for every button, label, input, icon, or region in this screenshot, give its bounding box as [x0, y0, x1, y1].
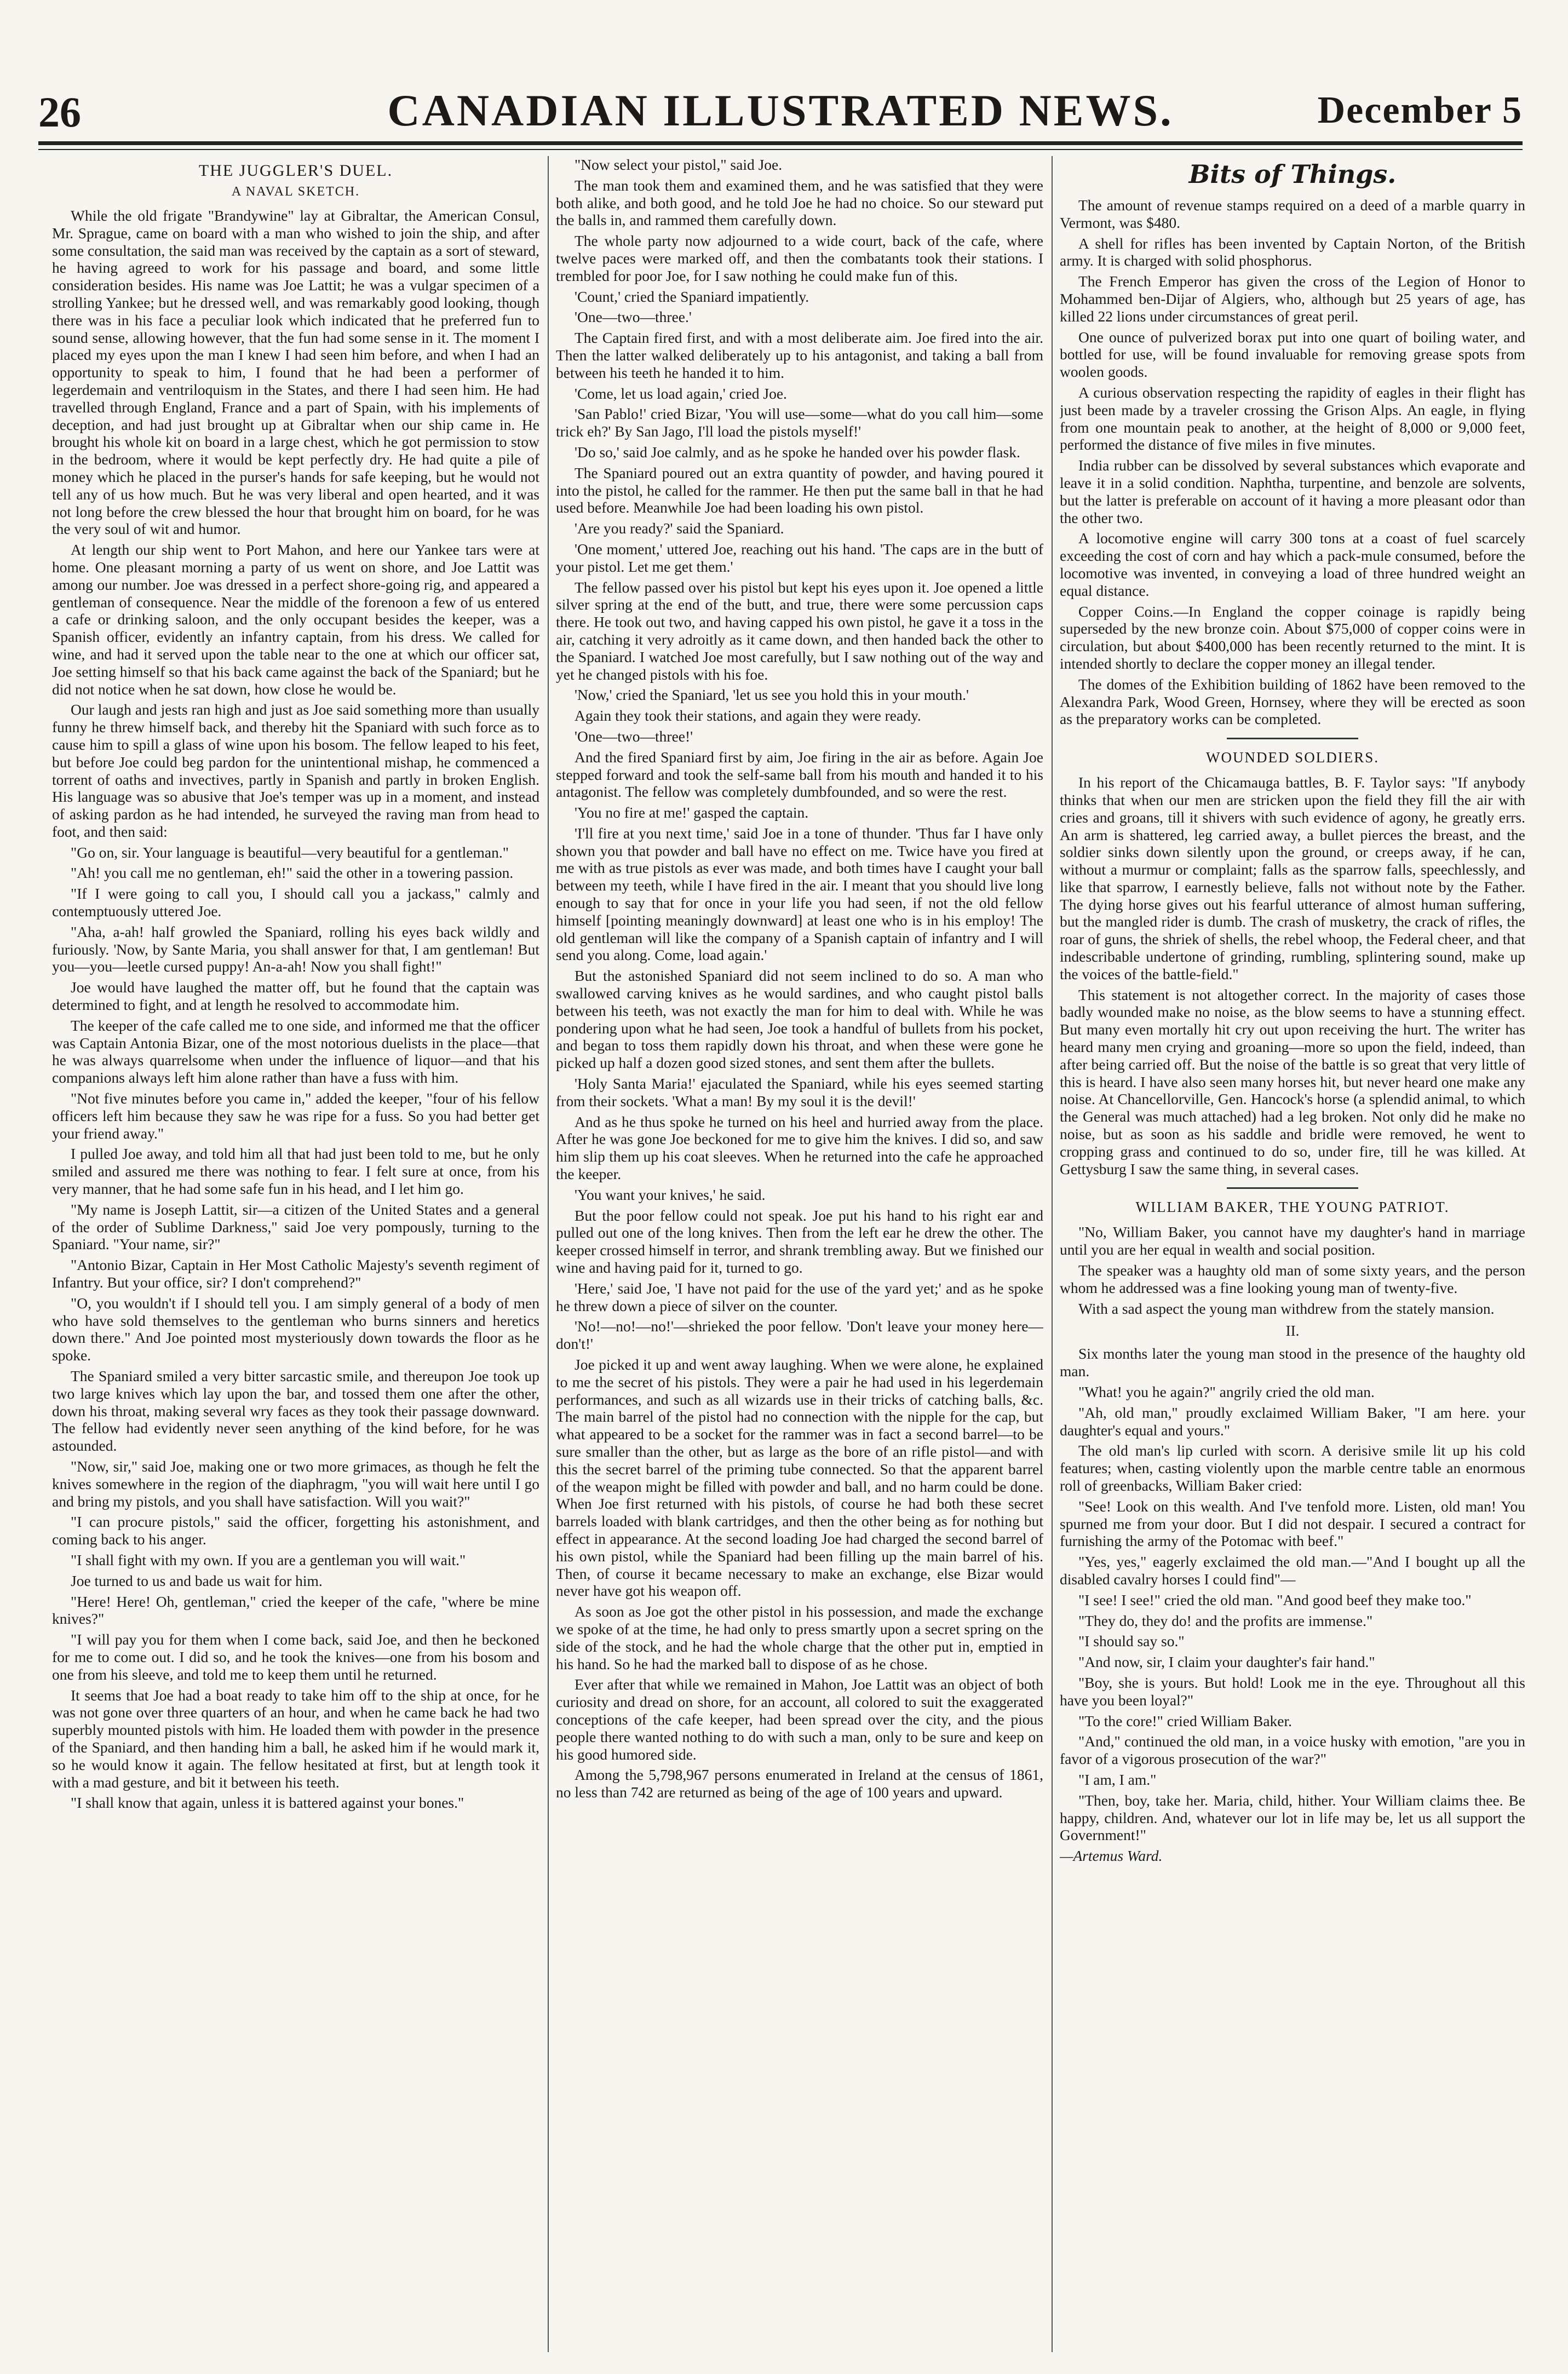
paragraph: 'One—two—three.': [575, 308, 692, 326]
paragraph: "Go on, sir. Your language is beautiful—very beautiful for a gentleman.": [71, 843, 509, 861]
paragraph: 'One—two—three!': [575, 727, 693, 745]
paragraph: "Then, boy, take her. Maria, child, hither. Your William claims thee. Be happy, children. And, whatever our lot in life may be, let us all support the Government!": [1060, 1791, 1525, 1844]
baker-part-1: [1060, 1223, 1525, 1317]
paragraph: Joe turned to us and bade us wait for him.: [71, 1572, 323, 1589]
paragraph: The Captain fired first, and with a most deliberate aim. Joe fired into the air. Then the latter walked deliberately up to his antagonist, and taking a ball from between his teeth he handed it to him.: [556, 329, 1043, 381]
paragraph: "Antonio Bizar, Captain in Her Most Catholic Majesty's seventh regiment of Infantry. But your office, sir? I don't comprehend?": [52, 1256, 539, 1291]
paragraph: The speaker was a haughty old man of some sixty years, and the person whom he addressed was a fine looking young man of twenty-five.: [1060, 1262, 1525, 1296]
paragraph: 'Count,' cried the Spaniard impatiently.: [575, 288, 809, 305]
paragraph: "Now select your pistol," said Joe.: [575, 156, 783, 173]
paragraph: Ever after that while we remained in Mahon, Joe Lattit was an object of both curiosity and dread on shore, for an account, all colored to suit the exaggerated conceptions of the cafe keeper, had been spread over the city, and the pious people there wanted nothing to do with such a man, only to be sure and keep on his good humored side.: [556, 1676, 1043, 1763]
column-divider-1: [548, 156, 549, 2352]
section-title-baker: WILLIAM BAKER, THE YOUNG PATRIOT.: [1135, 1199, 1450, 1216]
paragraph: As soon as Joe got the other pistol in his possession, and made the exchange we spoke of at the time, he had only to press smartly upon a secret spring on the side of the stock, and he had the whole charge that the other put in, emptied in his hand. So he had the marked ball to dispose of as he chose.: [556, 1603, 1043, 1672]
paragraph: But the astonished Spaniard did not seem inclined to do so. A man who swallowed carving knives as he would sardines, and who caught pistol balls between his teeth, was not exactly the man for him to deal with. While he was pondering upon what he had seen, Joe took a handful of bullets from his pocket, and began to toss them rapidly down his throat, and when these were gone he picked up half a dozen good sized stones, and sent them after the bullets.: [556, 967, 1043, 1072]
paragraph: "I am, I am.": [1078, 1771, 1157, 1788]
paragraph: "I can procure pistols," said the officer, forgetting his astonishment, and coming back to his anger.: [52, 1513, 539, 1548]
paragraph: "If I were going to call you, I should call you a jackass," calmly and contemptuously uttered Joe.: [52, 885, 539, 920]
paragraph: The Spaniard smiled a very bitter sarcastic smile, and thereupon Joe took up two large knives which lay upon the bar, and tossed them one after the other, down his throat, making several wry faces as they took their passage downward. The fellow had evidently never seen anything of the kind before, for he was astounded.: [52, 1367, 539, 1455]
paragraph: A shell for rifles has been invented by Captain Norton, of the British army. It is charged with solid phosphorus.: [1060, 234, 1525, 269]
paragraph: One ounce of pulverized borax put into one quart of boiling water, and bottled for use, will be found invaluable for removing grease spots from woolen goods.: [1060, 328, 1525, 381]
paragraph: With a sad aspect the young man withdrew from the stately mansion.: [1078, 1300, 1495, 1317]
paragraph: "No, William Baker, you cannot have my daughter's hand in marriage until you are her equal in wealth and social position.: [1060, 1223, 1525, 1258]
paragraph: "My name is Joseph Lattit, sir—a citizen of the United States and a general of the order of Sublime Darkness," said Joe very pompously, turning to the Spaniard. "Your name, sir?": [52, 1200, 539, 1253]
paragraph: Joe picked it up and went away laughing. When we were alone, he explained to me the secret of his pistols. They were a pair he had used in his legerdemain performances, and such as all wizards use in their tricks of catching balls, &c. The main barrel of the pistol had no connection with the nipple for the cap, but what appeared to be a socket for the rammer was in fact a second barrel—to be sure smaller than the other, but as large as the bore of an rifle pistol—and with this the secret barrel of the priming tube connected. So that the apparent barrel of the weapon might be filled with powder and ball, and no harm could be done. When Joe first returned with his pistols, of course he had both these secret barrels loaded with blank cartridges, and then the other being as for nothing but effect in appearance. At the second loading Joe had charged the second barrel of his own pistol, while the Spaniard had been filling up the main barrel of his. Then, of course it became necessary to make an exchange, else Bizar would never have got his weapon off.: [556, 1356, 1043, 1600]
part-numeral: II.: [1285, 1323, 1300, 1340]
paragraph: 'San Pablo!' cried Bizar, 'You will use—some—what do you call him—some trick eh?' By San Jago, I'll load the pistols myself!': [556, 405, 1043, 440]
paragraph: Joe would have laughed the matter off, but he found that the captain was determined to fight, and at length he resolved to accommodate him.: [52, 979, 539, 1014]
paragraph: It seems that Joe had a boat ready to take him off to the ship at once, for he was not gone over three quarters of an hour, and when he came back he had two superbly mounted pistols with him. He loaded them with powder in the presence of the Spaniard, and then handing him a ball, he asked him if he would mark it, so he would know it again. The fellow hesitated at first, but at length took it with a mad gesture, and bit it between his teeth.: [52, 1686, 539, 1791]
paragraph: The domes of the Exhibition building of 1862 have been removed to the Alexandra Park, Wood Green, Hornsey, where they will be erected as soon as the preparatory works can be completed.: [1060, 675, 1525, 728]
page-number: 26: [38, 88, 81, 136]
paragraph: The Spaniard poured out an extra quantity of powder, and having poured it into the pistol, he called for the rammer. He then put the same ball in that he had used before. Meanwhile Joe had been loading his own pistol.: [556, 464, 1043, 516]
paragraph: And as he thus spoke he turned on his heel and hurried away from the place. After he was gone Joe beckoned for me to give him the knives. I did so, and saw him slip them up his coat sleeves. When he returned into the cafe he approached the keeper.: [556, 1113, 1043, 1183]
paragraph: "They do, they do! and the profits are immense.": [1078, 1612, 1373, 1629]
paragraph: Our laugh and jests ran high and just as Joe said something more than usually funny he threw himself back, and thereby hit the Spaniard with such force as to cause him to spill a glass of wine upon his bosom. The fellow leaped to his feet, but before Joe could beg pardon for the unintentional mishap, he commenced a torrent of oaths and invectives, partly in Spanish and partly in broken English. His language was so abusive that Joe's temper was up in a moment, and instead of asking pardon as he had intended, he surveyed the raving man from head to foot, and then said:: [52, 701, 539, 840]
paragraph: 'You no fire at me!' gasped the captain.: [575, 804, 809, 821]
section-title-bits: Bits of Things.: [1188, 159, 1397, 189]
paragraph: A curious observation respecting the rapidity of eagles in their flight has just been made by a traveler crossing the Grison Alps. An eagle, in flying from one mountain peak to another, at the height of 8,000 or 9,000 feet, performed the distance of five miles in five minutes.: [1060, 383, 1525, 453]
byline-signature: —Artemus Ward.: [1060, 1847, 1163, 1865]
paragraph: "What! you he again?" angrily cried the old man.: [1078, 1383, 1375, 1401]
paragraph: The old man's lip curled with scorn. A derisive smile lit up his cold features; when, casting violently upon the marble centre table an enormous roll of greenbacks, William Baker cried:: [1060, 1442, 1525, 1494]
paragraph: Again they took their stations, and again they were ready.: [575, 707, 921, 725]
paragraph: 'Do so,' said Joe calmly, and as he spoke he handed over his powder flask.: [575, 443, 1020, 461]
paragraph: 'Holy Santa Maria!' ejaculated the Spaniard, while his eyes seemed starting from their sockets. 'What a man! By my soul it is the devil!': [556, 1075, 1043, 1110]
paragraph: "Boy, she is yours. But hold! Look me in the eye. Throughout all this have you been loyal?": [1060, 1674, 1525, 1709]
paragraph: 'I'll fire at you next time,' said Joe in a tone of thunder. 'Thus far I have only shown you that powder and ball have no effect on me. Twice have you fired at me with as true pistols as ever was made, and both times have I caught your ball between my teeth, while I have fired in the air. I meant that you should live long enough to say that for once in your life you had seen, if not the old fellow himself [pointing meaningly downward] at least one who is in his employ! The old gentleman will like the company of a Spanish captain of infantry and I will send you along. Come, load again.': [556, 824, 1043, 964]
article-subhead: A NAVAL SKETCH.: [231, 185, 360, 199]
wounded-article: [1060, 774, 1525, 1177]
paragraph: 'Here,' said Joe, 'I have not paid for the use of the yard yet;' and as he spoke he threw down a piece of silver on the counter.: [556, 1279, 1043, 1314]
paragraph: Copper Coins.—In England the copper coinage is rapidly being superseded by the new bronze coin. About $75,000 of copper coins were in circulation, but about $400,000 has been recently returned to the mint. It is intended shortly to declare the copper money an illegal tender.: [1060, 602, 1525, 672]
column-3: [1060, 156, 1525, 2352]
section-separator: [1227, 1187, 1358, 1189]
paragraph: The man took them and examined them, and he was satisfied that they were both alike, and both good, and he told Joe he had no choice. So our steward put the balls in, and rammed them carefully down.: [556, 176, 1043, 229]
masthead: [38, 82, 1523, 142]
paragraph: The keeper of the cafe called me to one side, and informed me that the officer was Captain Antonia Bizar, one of the most notorious duelists in the place—that he was always quarrelsome when under the influence of liquor—and that his companions always left him alone rather than have a fuss with him.: [52, 1016, 539, 1087]
paragraph: The French Emperor has given the cross of the Legion of Honor to Mohammed ben-Dijar of Algiers, who, although but 25 years of age, has killed 22 lions under circumstances of great peril.: [1060, 273, 1525, 325]
paragraph: India rubber can be dissolved by several substances which evaporate and leave it in a solid condition. Naphtha, turpentine, and benzole are solvents, but the latter is preferable on account of it having a more pleasant odor than the other two.: [1060, 457, 1525, 526]
paragraph: 'No!—no!—no!'—shrieked the poor fellow. 'Don't leave your money here—don't!': [556, 1318, 1043, 1353]
section-title-wounded: WOUNDED SOLDIERS.: [1206, 749, 1379, 766]
paragraph: "See! Look on this wealth. And I've tenfold more. Listen, old man! You spurned me from your door. But I did not despair. I secured a contract for furnishing the army of the Potomac with beef.": [1060, 1497, 1525, 1550]
paragraph: "And," continued the old man, in a voice husky with emotion, "are you in favor of a vigorous prosecution of the war?": [1060, 1733, 1525, 1768]
baker-part-2: [1060, 1345, 1525, 1844]
column-2: [556, 156, 1043, 2352]
paragraph: A locomotive engine will carry 300 tons at a coast of fuel scarcely exceeding the cost of corn and hay which a pack-mule consumed, before the locomotive was invented, in conveying a load of three hundred weight an equal distance.: [1060, 530, 1525, 599]
paragraph: "Aha, a-ah! half growled the Spaniard, rolling his eyes back wildly and furiously. 'Now, by Sante Maria, you shall answer for that, I am gentleman! But you—you—leetle cursed puppy! An-a-ah! Now you shall fight!": [52, 923, 539, 975]
paragraph: This statement is not altogether correct. In the majority of cases those badly wounded make no noise, as the blow seems to have a stunning effect. But many even mortally hit cry out upon receiving the hurt. The writer has heard many men crying and groaning—more so upon the field, indeed, than after being carried off. But the noise of the battle is so great that very little of this is heard. I have also seen many horses hit, but never heard one make any noise. At Chancellorville, Gen. Hancock's horse (a splendid animal, to which the General was much attached) had a leg broken. Not only did he make no noise, but as soon as his saddle and bridle were removed, he went to cropping grass and continued to do so, under fire, till he was killed. At Gettysburg I saw the same thing, in several cases.: [1060, 986, 1525, 1177]
issue-date: December 5: [1317, 89, 1523, 131]
paragraph: The fellow passed over his pistol but kept his eyes upon it. Joe opened a little silver spring at the end of the butt, and true, there were some percussion caps there. He took out two, and having capped his own pistol, he gave it a toss in the air, catching it very adroitly as it came down, and then handed back the other to the Spaniard. I watched Joe most carefully, but I saw nothing out of the way and yet he changed pistols with his foe.: [556, 578, 1043, 683]
paragraph: Among the 5,798,967 persons enumerated in Ireland at the census of 1861, no less than 742 are returned as being of the age of 100 years and upward.: [556, 1766, 1043, 1801]
paragraph: 'Come, let us load again,' cried Joe.: [575, 384, 787, 402]
paragraph: "O, you wouldn't if I should tell you. I am simply general of a body of men who have sold themselves to the gentleman who burns sinners and heretics down there." And Joe pointed most mysteriously down towards the floor as he spoke.: [52, 1294, 539, 1364]
bits-list: [1060, 197, 1525, 728]
paragraph: While the old frigate "Brandywine" lay at Gibraltar, the American Consul, Mr. Sprague, came on board with a man who wished to join the ship, and after some consultation, the said man was received by the captain as a sort of steward, he having agreed to work for his passage and board, and some little consideration besides. His name was Joe Lattit; he was a vulgar specimen of a strolling Yankee; but he dressed well, and was remarkably good looking, though there was in his face a peculiar look which indicated that he preferred fun to sound sense, allowing however, that the fun had some sense in it. The moment I placed my eyes upon the man I knew I had seen him before, and when I had an opportunity to speak to him, I found that he had been a performer of legerdemain and ventriloquism in the States, and there I had seen him. He had travelled through England, France and a part of Spain, with his implements of deception, and had just brought up at Gibraltar when our ship came in. He brought his whole kit on board in a large chest, which he got permission to stow in the bedroom, where it would be kept perfectly dry. He had quite a pile of money which he placed in the purser's hands for safe keeping, but he would not tell any of us how much. But he was very liberal and open hearted, and it was not long before the crew blessed the hour that brought him on board, for he was the very soul of wit and humor.: [52, 207, 539, 538]
section-separator: [1227, 738, 1358, 739]
paragraph: "I shall know that again, unless it is battered against your bones.": [71, 1794, 464, 1812]
paragraph: "Here! Here! Oh, gentleman," cried the keeper of the cafe, "where be mine knives?": [52, 1593, 539, 1628]
paragraph: "I should say so.": [1078, 1633, 1185, 1650]
paragraph: "I shall fight with my own. If you are a gentleman you will wait.": [71, 1551, 466, 1568]
masthead-rule-thin: [38, 149, 1523, 150]
paragraph: But the poor fellow could not speak. Joe put his hand to his right ear and pulled out one of the long knives. Then from the left ear he drew the other. The keeper crossed himself in terror, and shrank trembling away. But we finished our wine and having paid for it, turned to go.: [556, 1206, 1043, 1277]
paragraph: 'You want your knives,' he said.: [575, 1186, 766, 1203]
paragraph: 'One moment,' uttered Joe, reaching out his hand. 'The caps are in the butt of your pistol. Let me get them.': [556, 540, 1043, 575]
column-divider-2: [1052, 156, 1053, 2352]
paragraph: "Now, sir," said Joe, making one or two more grimaces, as though he felt the knives somewhere in the region of the diaphragm, "you will wait here until I go and bring my pistols, and you shall have satisfaction. Will you wait?": [52, 1457, 539, 1510]
masthead-rule: [38, 141, 1523, 145]
paragraph: In his report of the Chicamauga battles, B. F. Taylor says: "If anybody thinks that when our men are stricken upon the field they fill the air with cries and groans, till it shivers with such evidence of agony, he greatly errs. An arm is shattered, leg carried away, a bullet pierces the breast, and the soldier sinks down silently upon the ground, or creeps away, if he can, without a murmur or complaint; falls as the sparrow falls, speechlessly, and like that sparrow, I earnestly believe, falls not without note by the Father. The dying horse gives out his fearful utterance of almost human suffering, but the mangled rider is dumb. The crash of musketry, the crack of rifles, the roar of guns, the shriek of shells, the rebel whoop, the Federal cheer, and that indescribable undertone of grinding, rumbling, splintering sound, make up the voices of the battle-field.": [1060, 774, 1525, 982]
paragraph: "And now, sir, I claim your daughter's fair hand.": [1078, 1653, 1375, 1671]
paragraph: And the fired Spaniard first by aim, Joe firing in the air as before. Again Joe stepped forward and took the self-same ball from his mouth and handed it to his antagonist. The fellow was completely dumbfounded, and so were the rest.: [556, 748, 1043, 801]
paragraph: "I see! I see!" cried the old man. "And good beef they make too.": [1078, 1591, 1472, 1608]
paragraph: 'Now,' cried the Spaniard, 'let us see you hold this in your mouth.': [575, 686, 969, 704]
paragraph: "I will pay you for them when I come back, said Joe, and then he beckoned for me to come out. I did so, and he took the knives—one from his bosom and one from his sleeve, and told me to keep them until he returned.: [52, 1631, 539, 1683]
paragraph: The amount of revenue stamps required on a deed of a marble quarry in Vermont, was $480.: [1060, 197, 1525, 231]
article-continuation: [556, 156, 1043, 1801]
paragraph: "Not five minutes before you came in," added the keeper, "four of his fellow officers left him because they saw he was ripe for a fuss. So you had better get your friend away.": [52, 1090, 539, 1142]
paragraph: "To the core!" cried William Baker.: [1078, 1712, 1293, 1729]
paragraph: The whole party now adjourned to a wide court, back of the cafe, where twelve paces were marked off, and then the combatants took their stations. I trembled for poor Joe, for I saw nothing he could make fun of this.: [556, 232, 1043, 284]
paragraph: Six months later the young man stood in the presence of the haughty old man.: [1060, 1345, 1525, 1380]
article-headline: THE JUGGLER'S DUEL.: [198, 162, 393, 180]
paragraph: "Ah! you call me no gentleman, eh!" said the other in a towering passion.: [71, 864, 514, 882]
paragraph: At length our ship went to Port Mahon, and here our Yankee tars were at home. One pleasant morning a party of us went on shore, and Joe Lattit was among our number. Joe was dressed in a perfect shore-going rig, and appeared a gentleman of consequence. Near the middle of the forenoon a few of us entered a cafe or drinking saloon, and the only occupant besides the keeper, was a Spanish officer, evidently an infantry captain, from his dress. We called for wine, and had it served upon the table near to the one at which our officer sat, Joe setting himself so that his back came against the back of the Spaniard; but he did not notice when he sat down, how close he would be.: [52, 541, 539, 698]
paragraph: 'Are you ready?' said the Spaniard.: [575, 520, 784, 537]
column-1: [52, 156, 539, 2352]
paragraph: "Yes, yes," eagerly exclaimed the old man.—"And I bought up all the disabled cavalry horses I could find"—: [1060, 1553, 1525, 1588]
publication-title: CANADIAN ILLUSTRATED NEWS.: [387, 85, 1174, 135]
paragraph: I pulled Joe away, and told him all that had just been told to me, but he only smiled and assured me there was nothing to fear. I felt sure at once, from his very manner, that he had some safe fun in his head, and I let him go.: [52, 1145, 539, 1198]
article-body: [52, 207, 539, 1812]
paragraph: "Ah, old man," proudly exclaimed William Baker, "I am here. your daughter's equal and yours.": [1060, 1404, 1525, 1439]
